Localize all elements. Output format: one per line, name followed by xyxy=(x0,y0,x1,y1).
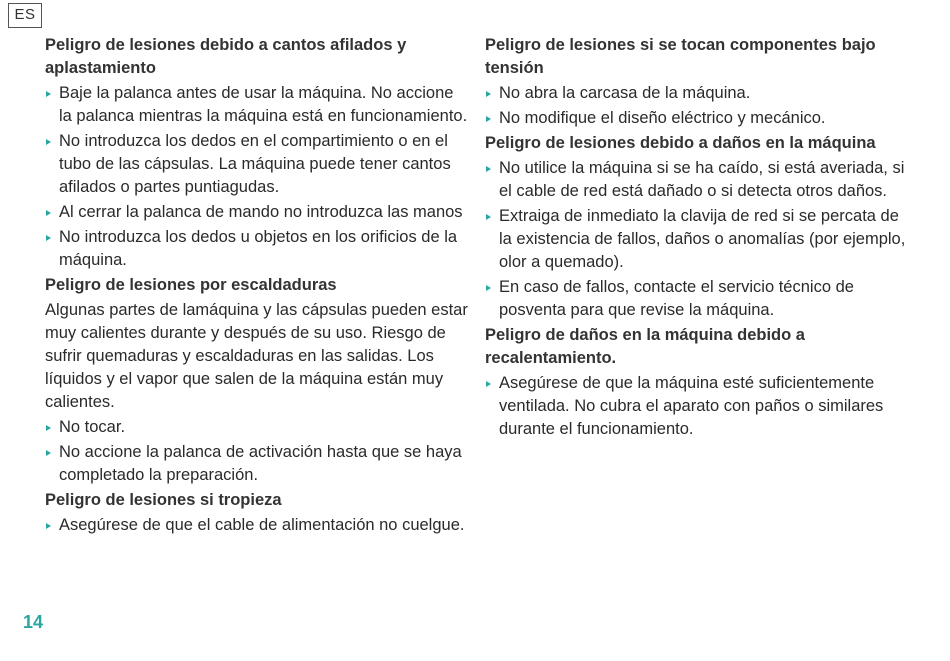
section-machine-damage xyxy=(485,132,915,322)
list-item-text: Extraiga de inmediato la clavija de red si se percata de la existencia de fallos, daños o anomalías (por ejemplo, olor a quemado). xyxy=(499,207,906,271)
list-item-text: No introduzca los dedos u objetos en los orificios de la máquina. xyxy=(59,228,458,269)
list-item xyxy=(485,372,915,441)
section-scalding xyxy=(45,274,470,487)
section-tripping xyxy=(45,489,470,537)
section-sharp-edges xyxy=(45,34,470,272)
bullet-triangle-icon xyxy=(46,450,51,456)
bullet-triangle-icon xyxy=(46,523,51,529)
list-item-text: Asegúrese de que la máquina esté suficientemente ventilada. No cubra el aparato con paños o similares durante el funcionamiento. xyxy=(499,374,884,438)
bullet-list xyxy=(485,157,915,322)
language-tab: ES xyxy=(8,3,42,28)
list-item xyxy=(485,157,915,203)
bullet-triangle-icon xyxy=(486,116,491,122)
list-item-text: Al cerrar la palanca de mando no introduzca las manos xyxy=(59,203,463,221)
bullet-list xyxy=(45,514,470,537)
section-heading: Peligro de lesiones si tropieza xyxy=(45,491,282,509)
list-item-text: No accione la palanca de activación hasta que se haya completado la preparación. xyxy=(59,443,462,484)
list-item xyxy=(485,276,915,322)
bullet-triangle-icon xyxy=(486,214,491,220)
bullet-list xyxy=(45,416,470,487)
list-item xyxy=(45,201,470,224)
list-item-text: No abra la carcasa de la máquina. xyxy=(499,84,751,102)
bullet-triangle-icon xyxy=(486,166,491,172)
list-item-text: No utilice la máquina si se ha caído, si está averiada, si el cable de red está dañado o si detecta otros daños. xyxy=(499,159,905,200)
bullet-triangle-icon xyxy=(46,425,51,431)
list-item-text: No modifique el diseño eléctrico y mecánico. xyxy=(499,109,826,127)
page-number: 14 xyxy=(23,612,44,632)
section-overheating xyxy=(485,324,915,441)
section-heading: Peligro de lesiones si se tocan componentes bajo tensión xyxy=(485,36,876,77)
bullet-triangle-icon xyxy=(486,285,491,291)
list-item xyxy=(45,514,470,537)
list-item xyxy=(45,226,470,272)
section-heading: Peligro de lesiones debido a cantos afilados y aplastamiento xyxy=(45,36,407,77)
left-column xyxy=(45,34,470,539)
bullet-triangle-icon xyxy=(46,139,51,145)
section-heading: Peligro de lesiones debido a daños en la máquina xyxy=(485,134,876,152)
list-item xyxy=(485,205,915,274)
list-item-text: Baje la palanca antes de usar la máquina. No accione la palanca mientras la máquina está en funcionamiento. xyxy=(59,84,468,125)
list-item xyxy=(485,107,915,130)
list-item xyxy=(45,130,470,199)
section-paragraph: Algunas partes de lamáquina y las cápsulas pueden estar muy calientes durante y después de su uso. Riesgo de sufrir quemaduras y escaldaduras en las salidas. Los líquidos y el vapor que salen de la máquina están muy calientes. xyxy=(45,301,468,411)
section-heading: Peligro de daños en la máquina debido a recalentamiento. xyxy=(485,326,805,367)
list-item-text: Asegúrese de que el cable de alimentación no cuelgue. xyxy=(59,516,465,534)
list-item-text: En caso de fallos, contacte el servicio técnico de posventa para que revise la máquina. xyxy=(499,278,854,319)
list-item xyxy=(485,82,915,105)
list-item xyxy=(45,416,470,439)
list-item-text: No introduzca los dedos en el compartimiento o en el tubo de las cápsulas. La máquina puede tener cantos afilados o partes puntiagudas. xyxy=(59,132,451,196)
bullet-list xyxy=(485,372,915,441)
bullet-triangle-icon xyxy=(486,381,491,387)
bullet-list xyxy=(485,82,915,130)
right-column xyxy=(485,34,915,443)
bullet-triangle-icon xyxy=(486,91,491,97)
bullet-triangle-icon xyxy=(46,235,51,241)
section-live-components xyxy=(485,34,915,130)
bullet-list xyxy=(45,82,470,272)
list-item xyxy=(45,82,470,128)
list-item xyxy=(45,441,470,487)
list-item-text: No tocar. xyxy=(59,418,126,436)
bullet-triangle-icon xyxy=(46,210,51,216)
bullet-triangle-icon xyxy=(46,91,51,97)
section-heading: Peligro de lesiones por escaldaduras xyxy=(45,276,337,294)
